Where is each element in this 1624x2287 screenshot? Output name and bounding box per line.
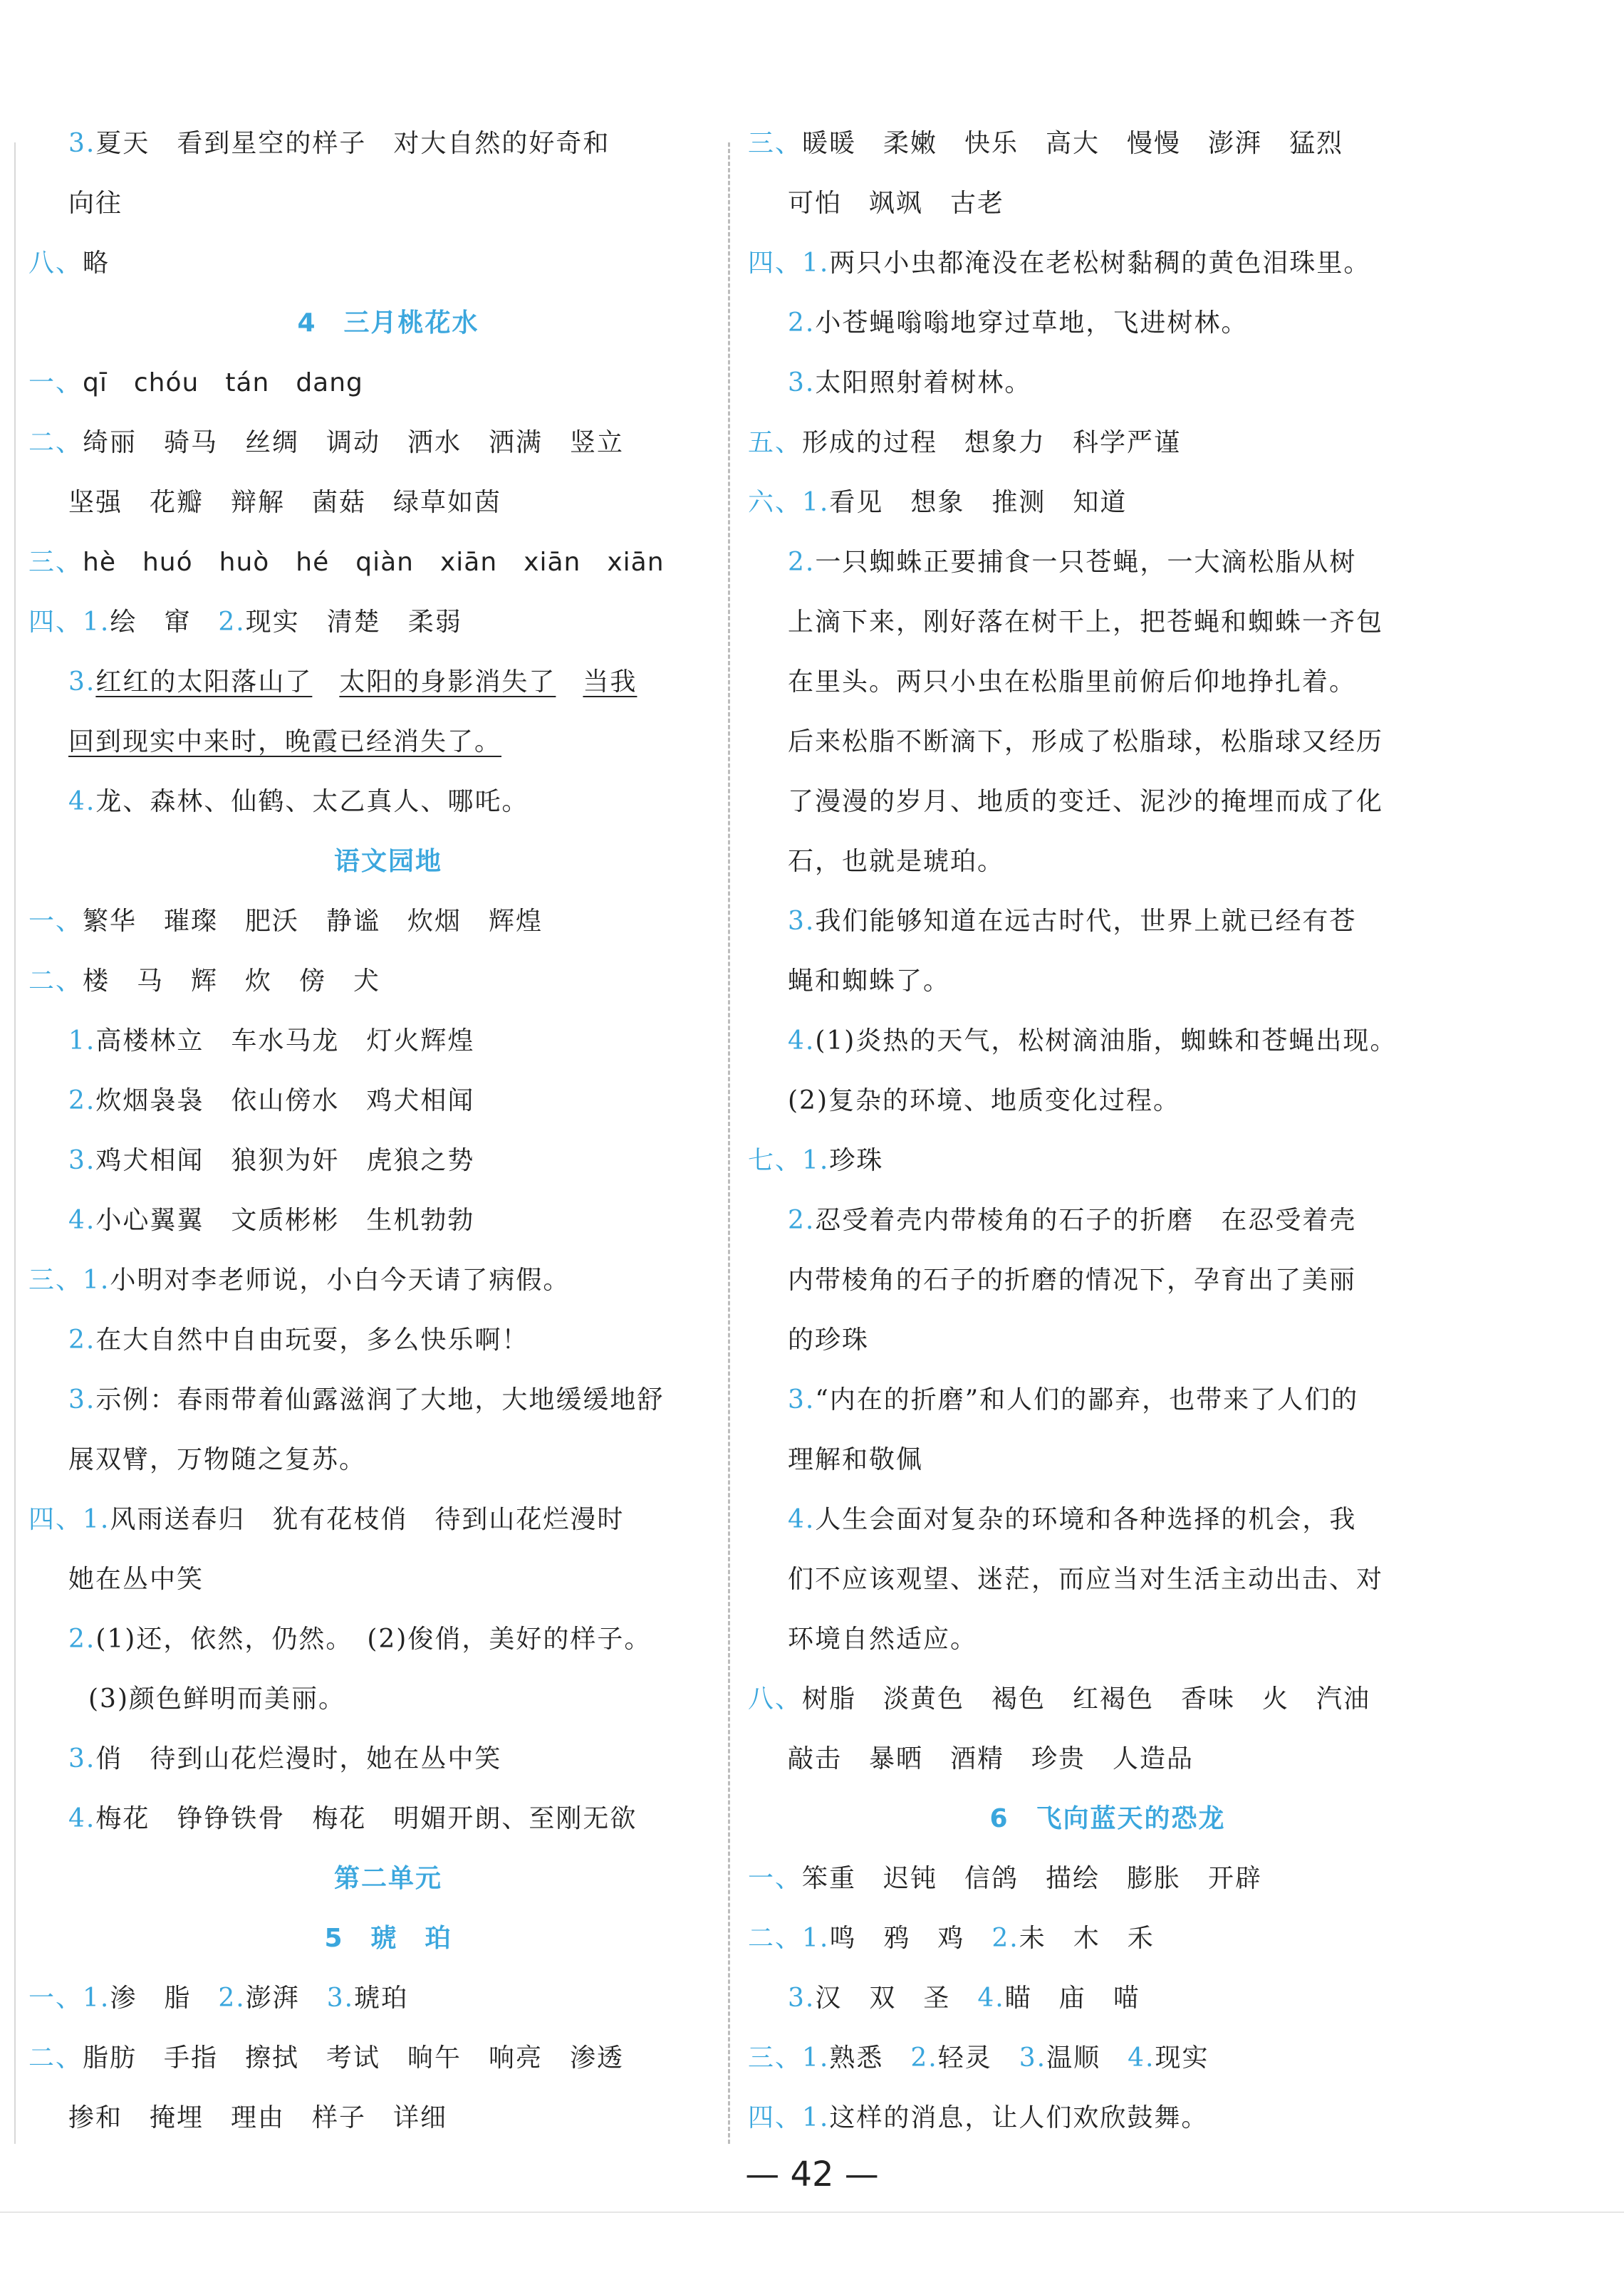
answer-text: 珍珠	[829, 1146, 884, 1175]
answer-text: 小苍蝇嗡嗡地穿过草地，飞进树林。	[815, 308, 1249, 338]
item-number: 三、	[28, 548, 83, 577]
heading-text: 6 飞向蓝天的恐龙	[989, 1804, 1226, 1833]
answer-line	[28, 1490, 748, 1550]
section-heading	[28, 293, 748, 353]
item-number: 3.	[68, 129, 96, 158]
item-number: 六、1.	[748, 488, 830, 517]
answer-text: 炊烟袅袅 依山傍水 鸡犬相闻	[95, 1086, 475, 1115]
answer-text: (1)炎热的天气，松树滴油脂，蜘蛛和苍蝇出现。	[815, 1026, 1397, 1056]
answer-line	[748, 473, 1467, 533]
answer-text: 两只小虫都淹没在老松树黏稠的黄色泪珠里。	[829, 249, 1371, 278]
heading-text: 4 三月桃花水	[297, 308, 479, 338]
right-column	[748, 114, 1467, 2148]
answer-line	[748, 1370, 1467, 1430]
answer-text: 向往	[68, 189, 123, 218]
answer-text: 一只蜘蛛正要捕食一只苍蝇，一大滴松脂从树	[815, 548, 1357, 577]
answer-line	[28, 533, 748, 593]
item-number: 三、1.	[748, 2043, 830, 2073]
answer-line	[748, 1071, 1467, 1131]
answer-text: 现实 清楚 柔弱	[245, 608, 462, 637]
item-number: 3.	[788, 1385, 816, 1415]
answer-text: 内带棱角的石子的折磨的情况下，孕育出了美丽	[788, 1266, 1357, 1295]
answer-text: 渗 脂	[110, 1984, 219, 2013]
item-number: 2.	[218, 1984, 246, 2013]
answer-text: 高楼林立 车水马龙 灯火辉煌	[95, 1026, 475, 1056]
answer-line	[28, 1191, 748, 1251]
answer-line	[28, 1011, 748, 1071]
answer-line	[28, 593, 748, 652]
answer-text: 她在丛中笑	[68, 1565, 204, 1594]
answer-line	[748, 293, 1467, 353]
item-number: 2.	[991, 1924, 1019, 1953]
pinyin-answer: qī chóu tán dang	[83, 368, 363, 397]
underlined-answer: 当我	[583, 667, 637, 697]
left-column	[28, 114, 748, 2148]
bottom-rule	[0, 2212, 1624, 2213]
item-number: 一、1.	[28, 1984, 110, 2013]
answer-line	[748, 1849, 1467, 1909]
answer-line	[748, 174, 1467, 234]
answer-text: 小心翼翼 文质彬彬 生机勃勃	[95, 1206, 475, 1235]
answer-text: 澎湃	[245, 1984, 327, 2013]
answer-line	[748, 1909, 1467, 1969]
answer-text: 俏 待到山花烂漫时，她在丛中笑	[95, 1744, 502, 1773]
answer-text: 示例：春雨带着仙露滋润了大地，大地缓缓地舒	[95, 1385, 665, 1415]
item-number: 3.	[788, 907, 816, 936]
answer-line	[28, 2088, 748, 2148]
heading-text: 第二单元	[333, 1864, 442, 1893]
answer-text: 夏天 看到星空的样子 对大自然的好奇和	[95, 129, 610, 158]
answer-line	[28, 353, 748, 413]
item-number: 二、	[28, 428, 83, 457]
answer-line	[748, 413, 1467, 473]
item-number: 4.	[68, 787, 96, 816]
answer-line	[28, 1789, 748, 1849]
item-number: 四、1.	[748, 2103, 830, 2132]
answer-text: 我们能够知道在远古时代，世界上就已经有苍	[815, 907, 1357, 936]
answer-line	[748, 1131, 1467, 1191]
item-number: 五、	[748, 428, 803, 457]
answer-text: 小明对李老师说，小白今天请了病假。	[110, 1266, 571, 1295]
answer-line	[748, 892, 1467, 952]
answer-text: 笨重 迟钝 信鸽 描绘 膨胀 开辟	[802, 1864, 1263, 1893]
answer-text: 蝇和蜘蛛了。	[788, 967, 951, 996]
answer-text: 温顺	[1046, 2043, 1128, 2073]
answer-text: (3)颜色鲜明而美丽。	[88, 1684, 345, 1714]
heading-text: 5 琥 珀	[324, 1924, 452, 1953]
answer-text: 理解和敬佩	[788, 1445, 924, 1474]
answer-line	[748, 1191, 1467, 1251]
answer-line	[28, 1550, 748, 1610]
answer-line	[28, 1669, 748, 1729]
answer-text: 石，也就是琥珀。	[788, 847, 1005, 876]
answer-text: 的珍珠	[788, 1325, 870, 1355]
answer-text: 后来松脂不断滴下，形成了松脂球，松脂球又经历	[788, 727, 1384, 756]
answer-text: 绮丽 骑马 丝绸 调动 洒水 洒满 竖立	[83, 428, 625, 457]
column-divider	[728, 142, 730, 2144]
item-number: 三、1.	[28, 1266, 110, 1295]
answer-text: 未 木 禾	[1019, 1924, 1155, 1953]
item-number: 4.	[788, 1505, 816, 1534]
item-number: 3.	[68, 1744, 96, 1773]
item-number: 一、	[748, 1864, 803, 1893]
answer-text: 鸡犬相闻 狼狈为奸 虎狼之势	[95, 1146, 475, 1175]
answer-text: 鸣 鸦 鸡	[829, 1924, 992, 1953]
answer-text: 琥珀	[354, 1984, 409, 2013]
answer-line	[28, 952, 748, 1011]
answer-line	[28, 1251, 748, 1311]
item-number: 3.	[1019, 2043, 1047, 2073]
pinyin-answer: hè huó huò hé qiàn xiān xiān xiān	[83, 548, 665, 577]
answer-line	[28, 234, 748, 293]
answer-line	[748, 1669, 1467, 1729]
answer-text: (2)复杂的环境、地质变化过程。	[788, 1086, 1180, 1115]
item-number: 三、	[748, 129, 803, 158]
answer-line	[748, 772, 1467, 832]
item-number: 2.	[68, 1625, 96, 1654]
section-heading	[748, 1789, 1467, 1849]
item-number: 四、1.	[748, 249, 830, 278]
item-number: 2.	[788, 308, 816, 338]
answer-text	[556, 667, 583, 697]
answer-line	[748, 2088, 1467, 2148]
item-number: 2.	[68, 1086, 96, 1115]
answer-text: 瞄 庙 喵	[1004, 1984, 1140, 2013]
answer-line	[748, 593, 1467, 652]
answer-text: 树脂 淡黄色 褐色 红褐色 香味 火 汽油	[802, 1684, 1371, 1714]
answer-line	[28, 892, 748, 952]
answer-text: 上滴下来，刚好落在树干上，把苍蝇和蜘蛛一齐包	[788, 608, 1384, 637]
item-number: 八、	[748, 1684, 803, 1714]
answer-text: 太阳照射着树林。	[815, 368, 1032, 397]
item-number: 3.	[326, 1984, 355, 2013]
answer-line	[28, 1729, 748, 1789]
answer-line	[28, 712, 748, 772]
answer-text: (1)还，依然，仍然。 (2)俊俏，美好的样子。	[95, 1625, 652, 1654]
answer-line	[28, 1370, 748, 1430]
answer-text: 忍受着壳内带棱角的石子的折磨 在忍受着壳	[815, 1206, 1357, 1235]
answer-line	[748, 1490, 1467, 1550]
item-number: 4.	[977, 1984, 1005, 2013]
answer-line	[28, 1071, 748, 1131]
answer-text: 梅花 铮铮铁骨 梅花 明媚开朗、至刚无欲	[95, 1804, 637, 1833]
item-number: 八、	[28, 249, 83, 278]
answer-text: 敲击 暴晒 酒精 珍贵 人造品	[788, 1744, 1194, 1773]
answer-text: 轻灵	[937, 2043, 1019, 2073]
underlined-answer: 红红的太阳落山了	[95, 667, 313, 697]
answer-text: 掺和 掩埋 理由 样子 详细	[68, 2103, 448, 2132]
section-heading	[28, 832, 748, 892]
item-number: 2.	[910, 2043, 938, 2073]
answer-text: 看见 想象 推测 知道	[829, 488, 1128, 517]
answer-line	[748, 1729, 1467, 1789]
item-number: 2.	[788, 548, 816, 577]
answer-line	[28, 772, 748, 832]
answer-line	[28, 473, 748, 533]
answer-line	[748, 952, 1467, 1011]
answer-text: 绘 窜	[110, 608, 219, 637]
section-heading	[28, 1909, 748, 1969]
answer-text: 形成的过程 想象力 科学严谨	[802, 428, 1182, 457]
answer-line	[28, 174, 748, 234]
item-number: 3.	[68, 1385, 96, 1415]
answer-line	[748, 114, 1467, 174]
answer-line	[748, 1311, 1467, 1370]
answer-text: “内在的折磨”和人们的鄙弃，也带来了人们的	[815, 1385, 1359, 1415]
answer-text: 这样的消息，让人们欢欣鼓舞。	[829, 2103, 1209, 2132]
item-number: 一、	[28, 368, 83, 397]
answer-text: 环境自然适应。	[788, 1625, 978, 1654]
item-number: 1.	[68, 1026, 96, 1056]
item-number: 2.	[788, 1206, 816, 1235]
answer-line	[748, 353, 1467, 413]
answer-line	[748, 1011, 1467, 1071]
answer-text: 楼 马 辉 炊 傍 犬	[83, 967, 381, 996]
answer-text: 了漫漫的岁月、地质的变迁、泥沙的掩埋而成了化	[788, 787, 1384, 816]
answer-line	[28, 652, 748, 712]
item-number: 2.	[218, 608, 246, 637]
answer-text: 略	[83, 249, 110, 278]
answer-text: 人生会面对复杂的环境和各种选择的机会，我	[815, 1505, 1357, 1534]
item-number: 4.	[68, 1804, 96, 1833]
item-number: 3.	[788, 1984, 816, 2013]
item-number: 3.	[68, 1146, 96, 1175]
answer-line	[28, 1610, 748, 1669]
answer-line	[28, 413, 748, 473]
item-number: 二、1.	[748, 1924, 830, 1953]
answer-text: 繁华 璀璨 肥沃 静谧 炊烟 辉煌	[83, 907, 543, 936]
item-number: 一、	[28, 907, 83, 936]
answer-text	[312, 667, 339, 697]
item-number: 4.	[1128, 2043, 1155, 2073]
answer-text: 暖暖 柔嫩 快乐 高大 慢慢 澎湃 猛烈	[802, 129, 1344, 158]
item-number: 3.	[68, 667, 96, 697]
item-number: 4.	[788, 1026, 816, 1056]
answer-text: 风雨送春归 犹有花枝俏 待到山花烂漫时	[110, 1505, 625, 1534]
answer-text: 在里头。两只小虫在松脂里前俯后仰地挣扎着。	[788, 667, 1357, 697]
answer-text: 们不应该观望、迷茫，而应当对生活主动出击、对	[788, 1565, 1384, 1594]
answer-line	[748, 832, 1467, 892]
answer-line	[28, 2028, 748, 2088]
answer-line	[748, 234, 1467, 293]
answer-text: 坚强 花瓣 辩解 菌菇 绿草如茵	[68, 488, 502, 517]
item-number: 2.	[68, 1325, 96, 1355]
left-margin-rule	[14, 142, 16, 2144]
answer-text: 展双臂，万物随之复苏。	[68, 1445, 367, 1474]
item-number: 4.	[68, 1206, 96, 1235]
item-number: 七、1.	[748, 1146, 830, 1175]
page-number: — 42 —	[745, 2155, 879, 2194]
answer-line	[748, 652, 1467, 712]
item-number: 二、	[28, 967, 83, 996]
answer-line	[748, 1550, 1467, 1610]
answer-line	[748, 2028, 1467, 2088]
item-number: 四、1.	[28, 1505, 110, 1534]
answer-line	[28, 1430, 748, 1490]
answer-line	[28, 1311, 748, 1370]
underlined-answer: 回到现实中来时，晚霞已经消失了。	[68, 727, 502, 756]
answer-text: 脂肪 手指 擦拭 考试 晌午 响亮 渗透	[83, 2043, 625, 2073]
answer-text: 现实	[1155, 2043, 1209, 2073]
answer-text: 可怕 飒飒 古老	[788, 189, 1005, 218]
item-number: 四、1.	[28, 608, 110, 637]
answer-line	[28, 1131, 748, 1191]
answer-text: 熟悉	[829, 2043, 911, 2073]
answer-line	[748, 1969, 1467, 2028]
answer-text: 龙、森林、仙鹤、太乙真人、哪吒。	[95, 787, 529, 816]
answer-text: 在大自然中自由玩耍，多么快乐啊！	[95, 1325, 529, 1355]
answer-line	[748, 1430, 1467, 1490]
heading-text: 语文园地	[333, 847, 442, 876]
item-number: 3.	[788, 368, 816, 397]
underlined-answer: 太阳的身影消失了	[339, 667, 556, 697]
answer-line	[748, 712, 1467, 772]
answer-line	[748, 1251, 1467, 1311]
answer-line	[748, 1610, 1467, 1669]
answer-line	[28, 114, 748, 174]
item-number: 二、	[28, 2043, 83, 2073]
answer-text: 汉 双 圣	[815, 1984, 978, 2013]
section-heading	[28, 1849, 748, 1909]
answer-line	[748, 533, 1467, 593]
answer-line	[28, 1969, 748, 2028]
